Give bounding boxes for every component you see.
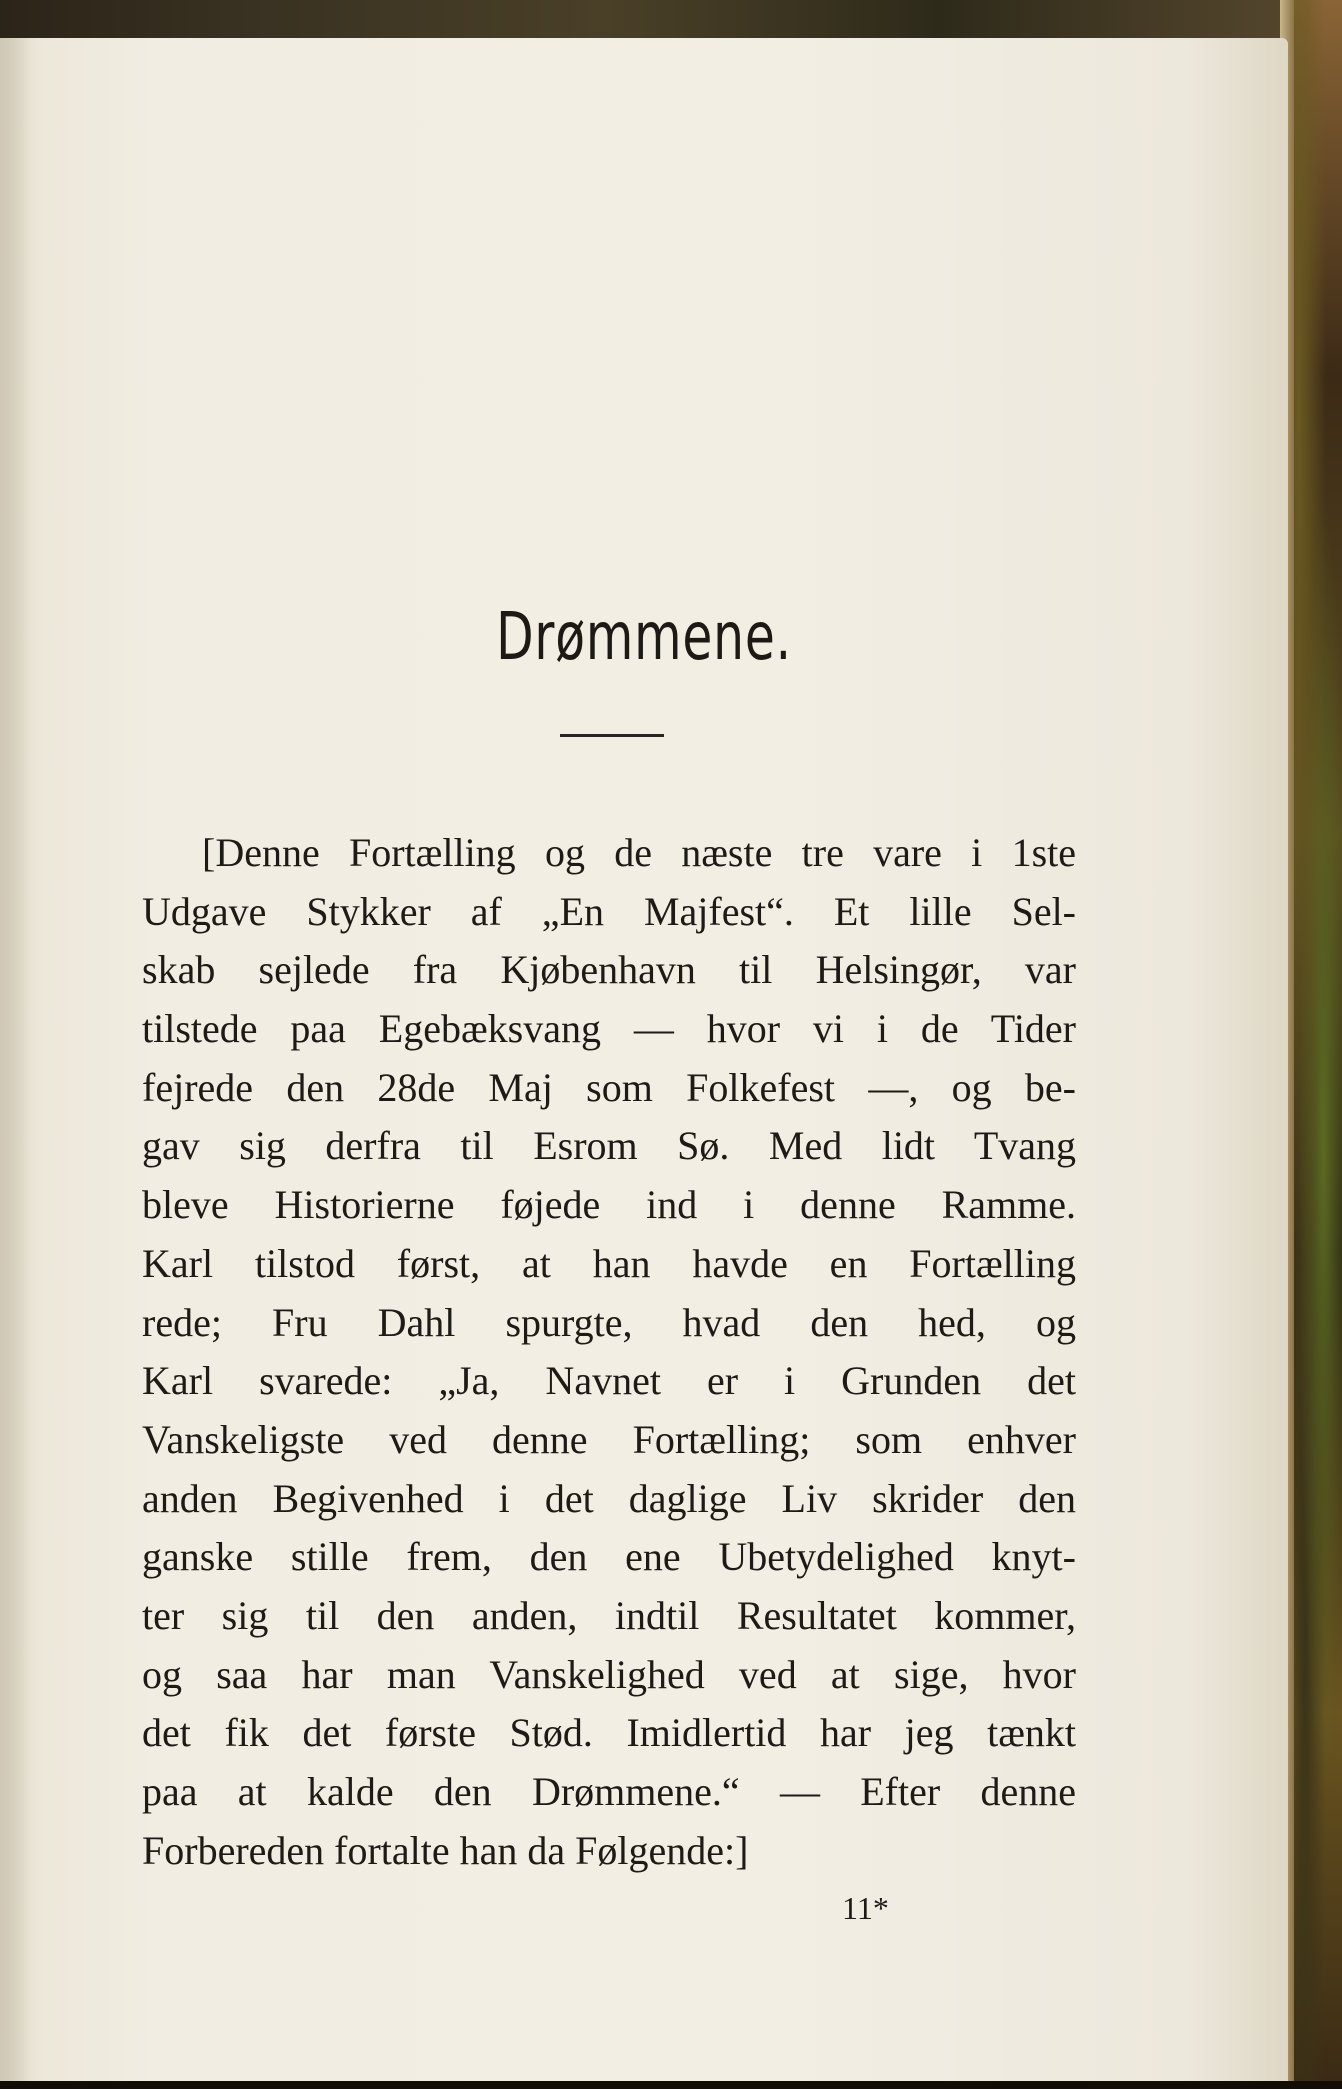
text-line: skab sejlede fra Kjøbenhavn til Helsingør, var: [142, 947, 1076, 993]
body-paragraph: [142, 824, 1076, 1880]
text-line: Forbereden fortalte han da Følgende:]: [142, 1827, 749, 1873]
chapter-title: Drømmene.: [496, 598, 792, 675]
text-line: ter sig til den anden, indtil Resultatet kommer,: [142, 1592, 1076, 1638]
text-line: bleve Historierne føjede ind i denne Ramme.: [142, 1182, 1076, 1228]
signature-mark: 11*: [842, 1890, 889, 1926]
text-line: Udgave Stykker af „En Majfest“. Et lille Sel-: [142, 888, 1076, 934]
text-line: paa at kalde den Drømmene.“ — Efter denne: [142, 1769, 1076, 1814]
text-line: det fik det første Stød. Imidlertid har jeg tænkt: [142, 1710, 1076, 1756]
text-line: tilstede paa Egebæksvang — hvor vi i de Tider: [142, 1006, 1076, 1052]
text-line: anden Begivenhed i det daglige Liv skrider den: [142, 1475, 1076, 1521]
text-line: Karl tilstod først, at han havde en Fortælling: [142, 1240, 1076, 1286]
text-line: gav sig derfra til Esrom Sø. Med lidt Tvang: [142, 1123, 1076, 1169]
text-line: ganske stille frem, den ene Ubetydelighed knyt-: [142, 1534, 1076, 1580]
text-line: Karl svarede: „Ja, Navnet er i Grunden det: [142, 1358, 1076, 1404]
text-line: [Denne Fortælling og de næste tre vare i 1ste: [202, 830, 1076, 875]
text-line: fejrede den 28de Maj som Folkefest —, og be-: [142, 1064, 1076, 1110]
title-divider: [560, 734, 664, 737]
text-line: Vanskeligste ved denne Fortælling; som enhver: [142, 1416, 1076, 1462]
page-gutter-shadow: [0, 38, 30, 2081]
book-page: [0, 38, 1288, 2081]
book-binding-bottom: [0, 2081, 1342, 2089]
text-line: rede; Fru Dahl spurgte, hvad den hed, og: [142, 1299, 1076, 1345]
text-line: og saa har man Vanskelighed ved at sige, hvor: [142, 1651, 1076, 1697]
book-cover-edge: [1280, 0, 1342, 2089]
